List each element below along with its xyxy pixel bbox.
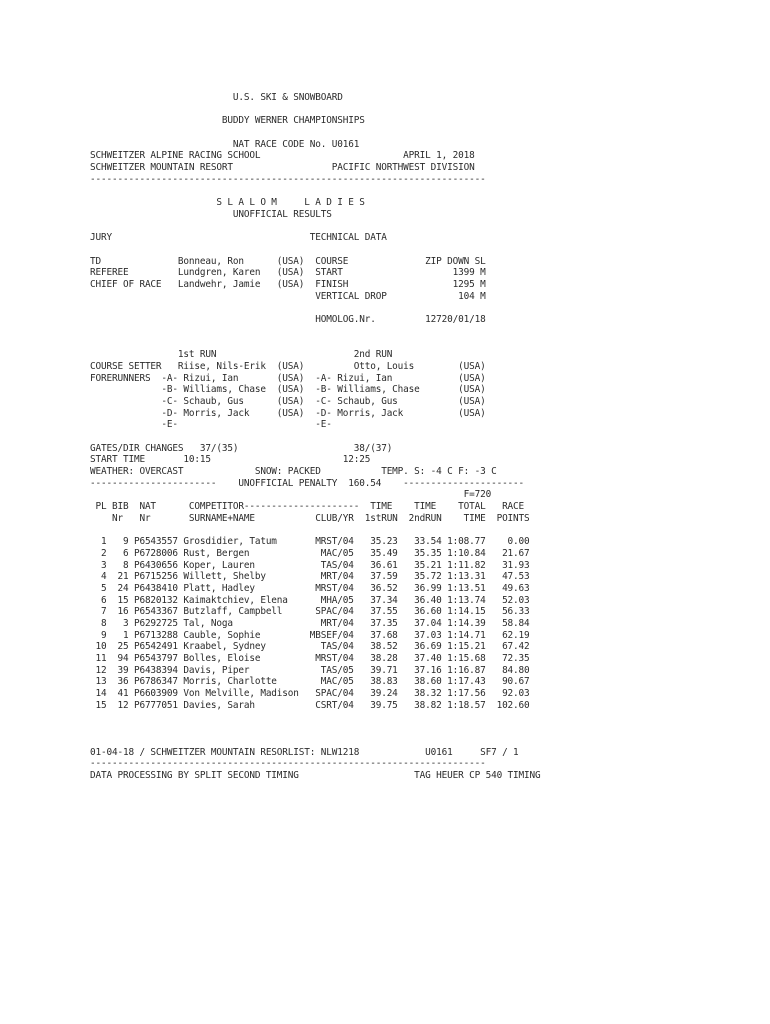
document-line	[90, 221, 541, 233]
document-line	[90, 524, 541, 536]
document-line: VERTICAL DROP 104 M	[90, 290, 486, 302]
document-line: 6 15 P6820132 Kaimaktchiev, Elena MHA/05 37.34 36.40 1:13.74 52.03	[90, 594, 530, 606]
document-line: 8 3 P6292725 Tal, Noga MRT/04 37.35 37.04 1:14.39 58.84	[90, 617, 530, 629]
document-line: GATES/DIR CHANGES 37/(35) 38/(37)	[90, 442, 393, 454]
document-line	[90, 735, 541, 747]
document-line: ----------------------- UNOFFICIAL PENALTY 160.54 ----------------------	[90, 477, 525, 489]
document-line: NAT RACE CODE No. U0161	[90, 138, 360, 150]
document-line: 14 41 P6603909 Von Melville, Madison SPAC/04 39.24 38.32 1:17.56 92.03	[90, 688, 530, 700]
document-line: 9 1 P6713288 Cauble, Sophie MBSEF/04 37.68 37.03 1:14.71 62.19	[90, 629, 530, 641]
document-line: TD Bonneau, Ron (USA) COURSE ZIP DOWN SL	[90, 255, 486, 267]
document-line: 01-04-18 / SCHWEITZER MOUNTAIN RESORLIST: NLW1218 U0161 SF7 / 1	[90, 746, 519, 758]
document-line: PL BIB NAT COMPETITOR--------------------- TIME TIME TOTAL RACE	[90, 501, 525, 513]
document-line: 12 39 P6438394 Davis, Piper TAS/05 39.71 37.16 1:16.87 84.80	[90, 664, 530, 676]
document-line: -B- Williams, Chase (USA) -B- Williams, Chase (USA)	[90, 384, 486, 396]
document-line: SCHWEITZER MOUNTAIN RESORT PACIFIC NORTHWEST DIVISION	[90, 162, 475, 174]
document-line: FORERUNNERS -A- Rizui, Ian (USA) -A- Rizui, Ian (USA)	[90, 372, 486, 384]
document-line: 5 24 P6438410 Platt, Hadley MRST/04 36.52 36.99 1:13.51 49.63	[90, 582, 530, 594]
document-line: 1st RUN 2nd RUN	[90, 349, 393, 361]
document-line	[90, 723, 541, 735]
document-line: COURSE SETTER Riise, Nils-Erik (USA) Otto, Louis (USA)	[90, 360, 486, 372]
document-line: Nr Nr SURNAME+NAME CLUB/YR 1stRUN 2ndRUN TIME POINTS	[90, 512, 530, 524]
document-line: F=720	[90, 489, 492, 501]
document-line	[90, 431, 541, 443]
document-line: WEATHER: OVERCAST SNOW: PACKED TEMP. S: -4 C F: -3 C	[90, 466, 497, 477]
document-line: JURY TECHNICAL DATA	[90, 232, 387, 244]
document-line: BUDDY WERNER CHAMPIONSHIPS	[90, 115, 365, 127]
document-line: DATA PROCESSING BY SPLIT SECOND TIMING TAG HEUER CP 540 TIMING	[90, 769, 541, 781]
document-line: S L A L O M L A D I E S	[90, 197, 365, 209]
document-line	[90, 711, 541, 723]
document-line	[90, 337, 541, 349]
document-line: START TIME 10:15 12:25	[90, 454, 371, 466]
document-line	[90, 302, 541, 314]
document-line: 13 36 P6786347 Morris, Charlotte MAC/05 38.83 38.60 1:17.43 90.67	[90, 676, 530, 688]
document-line: 7 16 P6543367 Butzlaff, Campbell SPAC/04 37.55 36.60 1:14.15 56.33	[90, 606, 530, 618]
document-line: ------------------------------------------------------------------------	[90, 758, 486, 770]
document-line: SCHWEITZER ALPINE RACING SCHOOL APRIL 1, 2018	[90, 150, 475, 162]
document-line: 11 94 P6543797 Bolles, Eloise MRST/04 38.28 37.40 1:15.68 72.35	[90, 653, 530, 664]
document-line: -D- Morris, Jack (USA) -D- Morris, Jack (USA)	[90, 407, 486, 419]
document-line: -E- -E-	[90, 419, 332, 431]
document-line: U.S. SKI & SNOWBOARD	[90, 92, 343, 103]
document-line	[90, 186, 541, 198]
document-line: REFEREE Lundgren, Karen (USA) START 1399 M	[90, 267, 486, 279]
document-line: 1 9 P6543557 Grosdidier, Tatum MRST/04 35.23 33.54 1:08.77 0.00	[90, 536, 530, 548]
document-line: ------------------------------------------------------------------------	[90, 173, 486, 185]
document-line	[90, 244, 541, 256]
document-line: -C- Schaub, Gus (USA) -C- Schaub, Gus (USA)	[90, 395, 486, 407]
document-line: 10 25 P6542491 Kraabel, Sydney TAS/04 38.52 36.69 1:15.21 67.42	[90, 641, 530, 653]
document-line	[90, 104, 541, 116]
document-line: HOMOLOG.Nr. 12720/01/18	[90, 314, 486, 326]
results-document	[90, 92, 541, 782]
document-line: 4 21 P6715256 Willett, Shelby MRT/04 37.59 35.72 1:13.31 47.53	[90, 571, 530, 583]
document-line: 15 12 P6777051 Davies, Sarah CSRT/04 39.75 38.82 1:18.57 102.60	[90, 699, 530, 711]
document-line: CHIEF OF RACE Landwehr, Jamie (USA) FINISH 1295 M	[90, 279, 486, 290]
document-line: 3 8 P6430656 Koper, Lauren TAS/04 36.61 35.21 1:11.82 31.93	[90, 559, 530, 571]
document-line	[90, 326, 541, 338]
document-line: 2 6 P6728006 Rust, Bergen MAC/05 35.49 35.35 1:10.84 21.67	[90, 547, 530, 559]
document-line: UNOFFICIAL RESULTS	[90, 208, 332, 220]
document-line	[90, 127, 541, 139]
